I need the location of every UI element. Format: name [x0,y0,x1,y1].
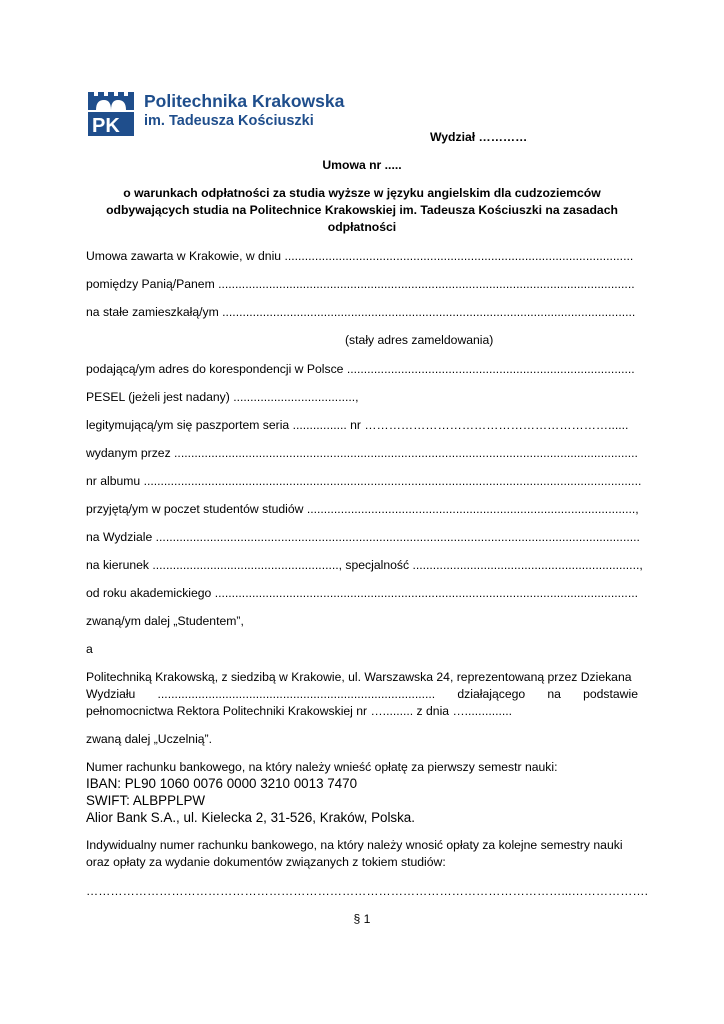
field-pesel: PESEL (jeżeli jest nadany) ...................................., [86,390,359,404]
svg-text:PK: PK [92,115,120,137]
university-line-2-part-1: Wydziału [86,687,136,701]
field-course-specialty: na kierunek ......................................................., specjalność ..................................................................., [86,558,643,572]
logo-university-name: Politechnika Krakowska [144,91,345,111]
university-line-2 [86,687,638,701]
field-issued-by: wydanym przez ......................................................................................................................................... [86,446,638,460]
university-line-2-part-2: .................................................................................. [157,687,436,701]
individual-account-line-2: oraz opłaty za wydanie dokumentów związanych z tokiem studiów: [86,855,446,869]
contract-title-line-1: o warunkach odpłatności za studia wyższe w języku angielskim dla cudzoziemców [123,186,601,200]
faculty-label: Wydział ………… [430,130,528,144]
permanent-address-caption: (stały adres zameldowania) [345,333,494,347]
field-album-number: nr albumu ................................................................................................................................................... [86,474,642,488]
individual-account-line-1: Indywidualny numer rachunku bankowego, na który należy wnosić opłaty za kolejne semestry nauki [86,838,623,852]
field-between: pomiędzy Panią/Panem ........................................................................................................................... [86,277,635,291]
section-heading: § 1 [353,912,371,926]
field-contract-date: Umowa zawarta w Krakowie, w dniu ....................................................................................................... [86,249,634,263]
bank-intro: Numer rachunku bankowego, na który należy wnieść opłatę za pierwszy semestr nauki: [86,760,558,774]
student-designation: zwaną/ym dalej „Studentem”, [86,614,244,628]
university-designation: zwaną dalej „Uczelnią”. [86,732,212,746]
contract-number: Umowa nr ..... [322,158,402,172]
field-correspondence-address: podającą/ym adres do korespondencji w Polsce ..................................................................................... [86,362,635,376]
university-line-2-part-5: podstawie [583,687,638,701]
bank-iban: IBAN: PL90 1060 0076 0000 3210 0013 7470 [86,776,358,791]
field-permanent-address: na stałe zamieszkałą/ym .......................................................................................................................... [86,305,636,319]
university-line-3: pełnomocnictwa Rektora Politechniki Krakowskiej nr …......... z dnia ….............. [86,704,513,718]
conjunction-a: a [86,642,93,656]
pk-crest-icon [86,88,136,138]
field-passport: legitymującą/ym się paszportem seria ................ nr ……………………………………………………...... [86,418,629,432]
field-studies: przyjętą/ym w poczet studentów studiów ................................................................................................., [86,502,639,516]
logo-university-subname: im. Tadeusza Kościuszki [144,113,314,129]
contract-title-line-2: odbywających studia na Politechnice Krakowskiej im. Tadeusza Kościuszki na zasadach [106,203,618,217]
university-logo [86,88,346,140]
contract-title-line-3: odpłatności [327,220,397,234]
university-line-2-part-3: działającego [457,687,526,701]
university-line-2-part-4: na [547,687,561,701]
field-faculty: na Wydziale ............................................................................................................................................... [86,530,640,544]
individual-account-dots: ………………………………………………………………………………………………………...………………. [86,884,648,898]
university-line-1: Politechniką Krakowską, z siedzibą w Krakowie, ul. Warszawska 24, reprezentowaną przez Dziekana [86,670,632,684]
field-academic-year: od roku akademickiego ............................................................................................................................. [86,586,638,600]
bank-address: Alior Bank S.A., ul. Kielecka 2, 31-526, Kraków, Polska. [86,810,415,825]
bank-swift: SWIFT: ALBPPLPW [86,793,206,808]
